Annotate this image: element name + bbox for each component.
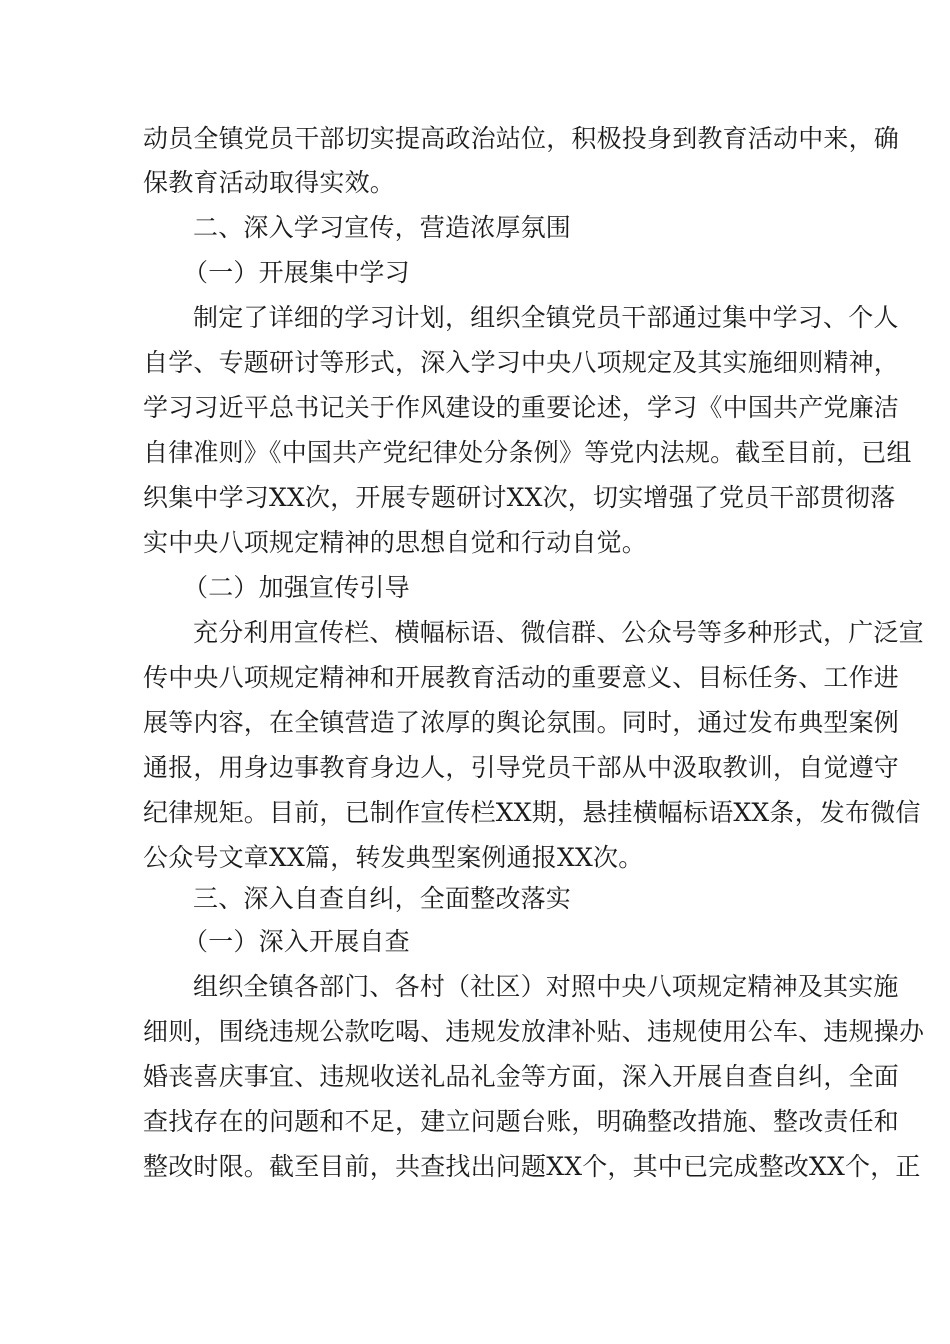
paragraph-line: 自学、专题研讨等形式，深入学习中央八项规定及其实施细则精神， (143, 348, 900, 377)
paragraph-line: 学习习近平总书记关于作风建设的重要论述，学习《中国共产党廉洁 (143, 393, 900, 422)
paragraph-line: 保教育活动取得实效。 (143, 168, 396, 197)
paragraph-line: 纪律规矩。目前，已制作宣传栏XX期，悬挂横幅标语XX条，发布微信 (143, 798, 921, 827)
section-heading: 二、深入学习宣传，营造浓厚氛围 (193, 213, 572, 242)
paragraph-line: 织集中学习XX次，开展专题研讨XX次，切实增强了党员干部贯彻落 (143, 483, 896, 512)
paragraph-line: 整改时限。截至目前，共查找出问题XX个，其中已完成整改XX个，正 (143, 1152, 921, 1181)
paragraph-line: 组织全镇各部门、各村（社区）对照中央八项规定精神及其实施 (193, 972, 899, 1001)
paragraph-line: 细则，围绕违规公款吃喝、违规发放津补贴、违规使用公车、违规操办 (143, 1017, 925, 1046)
section-heading: 三、深入自查自纠，全面整改落实 (193, 884, 572, 913)
paragraph-line: 婚丧喜庆事宜、违规收送礼品礼金等方面，深入开展自查自纠，全面 (143, 1062, 900, 1091)
paragraph-line: 通报，用身边事教育身边人，引导党员干部从中汲取教训，自觉遵守 (143, 753, 900, 782)
paragraph-line: 制定了详细的学习计划，组织全镇党员干部通过集中学习、个人 (193, 303, 899, 332)
subsection-heading: （一）开展集中学习 (183, 258, 410, 287)
paragraph-line: 动员全镇党员干部切实提高政治站位，积极投身到教育活动中来，确 (143, 124, 900, 153)
paragraph-line: 实中央八项规定精神的思想自觉和行动自觉。 (143, 528, 648, 557)
paragraph-line: 查找存在的问题和不足，建立问题台账，明确整改措施、整改责任和 (143, 1107, 900, 1136)
paragraph-line: 公众号文章XX篇，转发典型案例通报XX次。 (143, 843, 644, 872)
subsection-heading: （一）深入开展自查 (183, 927, 410, 956)
paragraph-line: 传中央八项规定精神和开展教育活动的重要意义、目标任务、工作进 (143, 663, 900, 692)
paragraph-line: 充分利用宣传栏、横幅标语、微信群、公众号等多种形式，广泛宣 (193, 618, 924, 647)
paragraph-line: 展等内容，在全镇营造了浓厚的舆论氛围。同时，通过发布典型案例 (143, 708, 900, 737)
paragraph-line: 自律准则》《中国共产党纪律处分条例》等党内法规。截至目前，已组 (143, 438, 912, 467)
subsection-heading: （二）加强宣传引导 (183, 573, 410, 602)
